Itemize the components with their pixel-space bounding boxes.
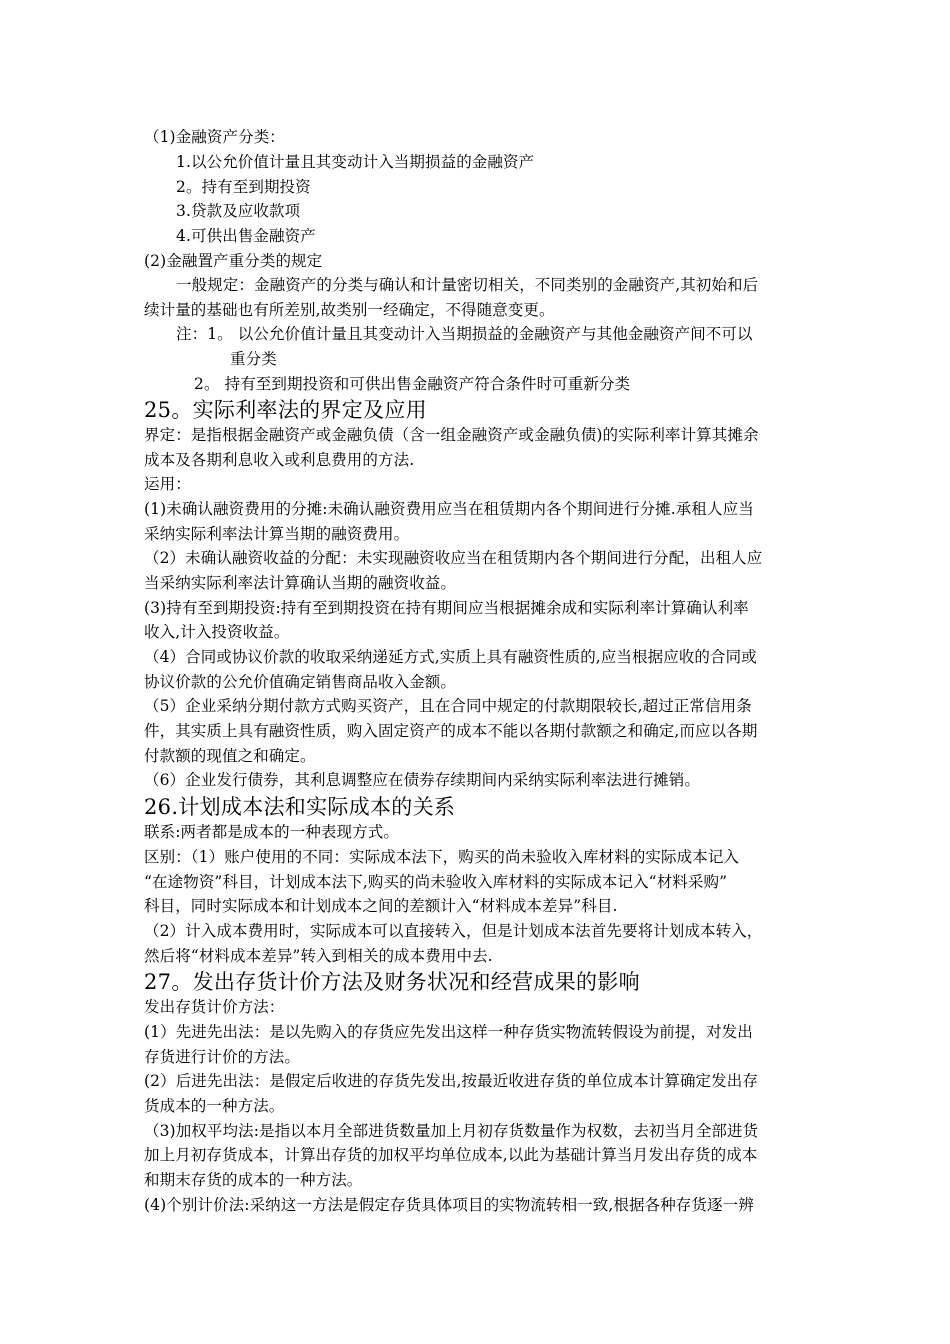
- paragraph-heading: (2)金融置产重分类的规定: [144, 252, 323, 270]
- list-item: 3.贷款及应收款项: [176, 202, 301, 220]
- paragraph-line: 收入,计入投资收益。: [144, 623, 290, 641]
- paragraph-line: 件，其实质上具有融资性质，购入固定资产的成本不能以各期付款额之和确定,而应以各期: [144, 722, 758, 740]
- paragraph-line: 科目，同时实际成本和计划成本之间的差额计入“材料成本差异”科目.: [144, 897, 618, 915]
- paragraph-line: 联系:两者都是成本的一种表现方式。: [144, 823, 399, 841]
- list-item: 4.可供出售金融资产: [176, 227, 316, 245]
- paragraph-line: 采纳实际利率法计算当期的融资费用。: [144, 525, 410, 543]
- section-heading: 27。发出存货计价方法及财务状况和经营成果的影响: [144, 970, 640, 994]
- paragraph-line: （6）企业发行债券，其利息调整应在债券存续期间内采纳实际利率法进行摊销。: [144, 771, 700, 789]
- paragraph-line: 当采纳实际利率法计算确认当期的融资收益。: [144, 574, 457, 592]
- paragraph-line: 运用：: [144, 475, 191, 493]
- paragraph-line: (1)未确认融资费用的分摊:未确认融资费用应当在租赁期内各个期间进行分摊.承租人应当: [144, 500, 754, 518]
- paragraph-line: （2）未确认融资收益的分配：未实现融资收应当在租赁期内各个期间进行分配，出租人应: [144, 549, 763, 567]
- paragraph-line: （5）企业采纳分期付款方式购买资产，且在合同中规定的付款期限较长,超过正常信用条: [144, 697, 752, 715]
- paragraph-line: 存货进行计价的方法。: [144, 1048, 301, 1066]
- paragraph-line: 协议价款的公允价值确定销售商品收入金额。: [144, 673, 457, 691]
- paragraph-line: (1）先进先出法：是以先购入的存货应先发出这样一种存货实物流转假设为前提，对发出: [144, 1023, 753, 1041]
- paragraph-line: （2）计入成本费用时，实际成本可以直接转入，但是计划成本法首先要将计划成本转入，: [144, 922, 763, 940]
- note-line: 注：1。 以公允价值计量且其变动计入当期损益的金融资产与其他金融资产间不可以: [176, 325, 753, 343]
- section-heading: 26.计划成本法和实际成本的关系: [144, 795, 456, 819]
- paragraph-line: 货成本的一种方法。: [144, 1097, 285, 1115]
- list-item: 2。持有至到期投资: [176, 178, 311, 196]
- note-line: 2。 持有至到期投资和可供出售金融资产符合条件时可重新分类: [194, 375, 631, 393]
- paragraph-line: 然后将“材料成本差异”转入到相关的成本费用中去.: [144, 947, 493, 965]
- paragraph-line: 和期末存货的成本的一种方法。: [144, 1171, 363, 1189]
- list-heading: （1)金融资产分类：: [144, 128, 285, 146]
- paragraph-line: 界定：是指根据金融资产或金融负债（含一组金融资产或金融负债)的实际利率计算其摊余: [144, 426, 759, 444]
- paragraph-line: “在途物资”科目，计划成本法下,购买的尚未验收入库材料的实际成本记入“材料采购”: [144, 873, 728, 891]
- paragraph-line: 成本及各期利息收入或利息费用的方法.: [144, 451, 415, 469]
- paragraph-line: (4)个别计价法:采纳这一方法是假定存货具体项目的实物流转相一致,根据各种存货逐一辨: [144, 1196, 754, 1214]
- paragraph-line: 加上月初存货成本，计算出存货的加权平均单位成本,以此为基础计算当月发出存货的成本: [144, 1146, 758, 1164]
- paragraph-line: （3)加权平均法:是指以本月全部进货数量加上月初存货数量作为权数，去初当月全部进货: [144, 1122, 759, 1140]
- paragraph-line: 续计量的基础也有所差别,故类别一经确定，不得随意变更。: [144, 301, 555, 319]
- note-line: 重分类: [230, 350, 277, 368]
- list-item: 1.以公允价值计量且其变动计入当期损益的金融资产: [176, 153, 535, 171]
- paragraph-line: （4）合同或协议价款的收取采纳递延方式,实质上具有融资性质的,应当根据应收的合同或: [144, 648, 757, 666]
- paragraph-line: 区别：（1）账户使用的不同：实际成本法下，购买的尚未验收入库材料的实际成本记入: [144, 848, 740, 866]
- paragraph-line: (2）后进先出法：是假定后收进的存货先发出,按最近收进存货的单位成本计算确定发出存: [144, 1072, 758, 1090]
- section-heading: 25。实际利率法的界定及应用: [144, 398, 427, 422]
- paragraph-line: 付款额的现值之和确定。: [144, 747, 316, 765]
- paragraph-line: 发出存货计价方法：: [144, 998, 285, 1016]
- paragraph-line: (3)持有至到期投资:持有至到期投资在持有期间应当根据摊余成和实际利率计算确认利率: [144, 599, 749, 617]
- paragraph-line: 一般规定：金融资产的分类与确认和计量密切相关，不同类别的金融资产,其初始和后: [176, 276, 759, 294]
